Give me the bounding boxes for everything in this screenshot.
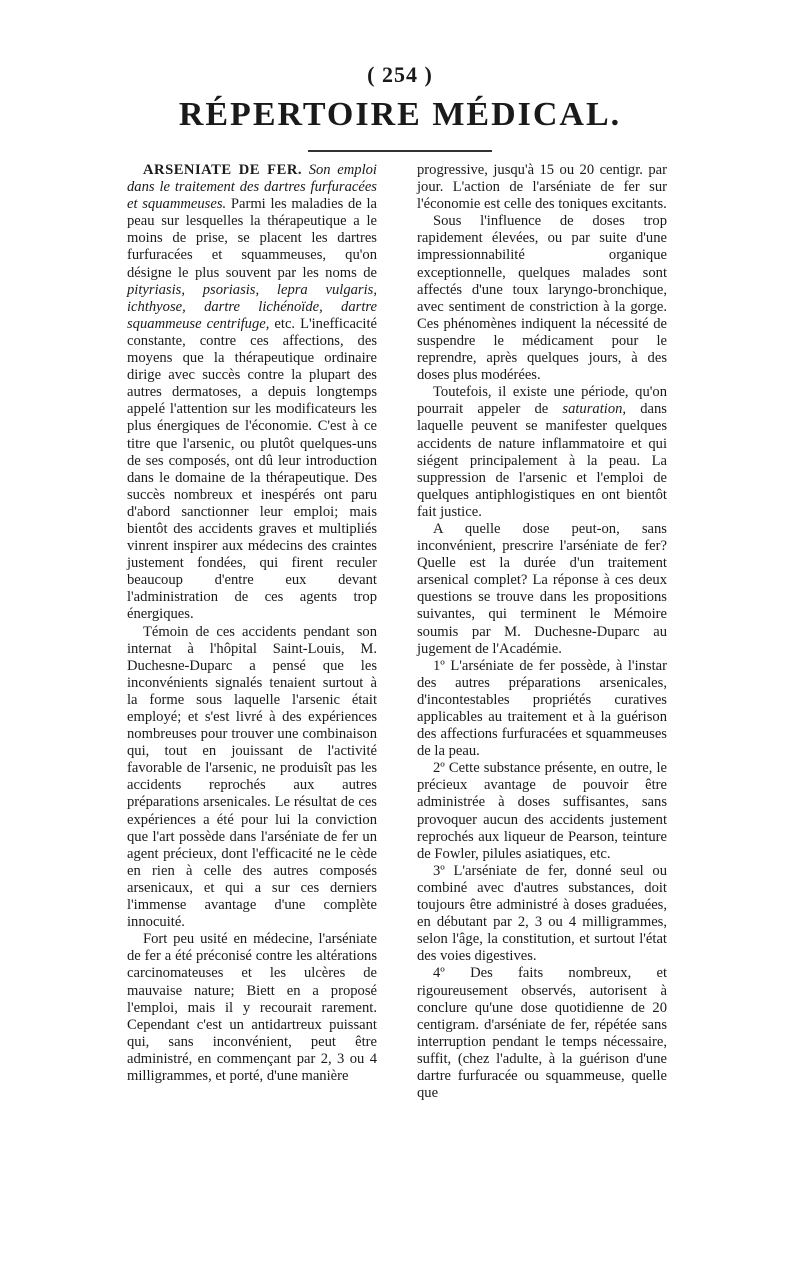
paragraph-text: Parmi les maladies de la peau sur lesquelles la thérapeutique a le moins de prise, se placent les dartres furfuracées et squammeuses, qu'on désigne le plus souvent par les noms de: [127, 196, 377, 281]
disease-names: pityriasis, psoriasis, lepra vulgaris, ichthyose, dartre lichénoïde, dartre squammeuse centrifuge,: [127, 281, 377, 332]
paragraph: Sous l'influence de doses trop rapidement élevées, ou par suite d'une impressionnabilité organique exceptionnelle, quelques malades sont affectés d'une toux laryngo-bronchique, avec sentiment de constriction à la gorge. Ces phénomènes indiquent la nécessité de suspendre le médicament pour le reprendre, après quelques jours, à des doses plus modérées.: [417, 213, 667, 384]
title-rule: [308, 150, 492, 152]
paragraph-text: Toutefois, il existe une période, qu'on pourrait appeler de: [417, 384, 667, 418]
paragraph: 1º L'arséniate de fer possède, à l'instar des autres préparations arsenicales, d'incontestables propriétés curatives applicables au traitement et à la guérison des affections furfuracées et squammeuses de la peau.: [417, 657, 667, 760]
paragraph-text: etc. L'inefficacité constante, contre ces affections, des moyens que la thérapeutique ordinaire dirige avec succès contre la plupart des autres dermatoses, a depuis longtemps appelé l'attention sur les modificateurs les plus énergiques de l'économie. C'est à ce titre que l'arsenic, ou plutôt quelques-uns de ses composés, ont dû leur introduction dans le domaine de la thérapeutique. Des succès nombreux et inespérés ont paru d'abord sanctionner leur emploi; mais bientôt des accidents graves et multipliés vinrent inspirer aux médecins des craintes justement fondées, qui firent reculer beaucoup d'entre eux devant l'administration de ces agents trop énergiques.: [127, 315, 377, 623]
right-column: [417, 162, 667, 1102]
paragraph-text: dans laquelle peuvent se manifester quelques accidents de nature inflammatoire et qui siégent principalement à la peau. La suppression de l'arsenic et l'emploi de quelques antiphlogistiques en ont bientôt fait justice.: [417, 401, 667, 520]
article-subtitle: Son emploi dans le traitement des dartres furfuracées et squammeuses.: [127, 162, 377, 213]
paragraph: 3º L'arséniate de fer, donné seul ou combiné avec d'autres substances, doit toujours être administré à doses graduées, en débutant par 2, 3 ou 4 milligrammes, selon l'âge, la constitution, et surtout l'état des voies digestives.: [417, 862, 667, 965]
paragraph: Témoin de ces accidents pendant son internat à l'hôpital Saint-Louis, M. Duchesne-Duparc a pensé que les inconvénients signalés tenaient surtout à la forme sous laquelle l'arsenic était employé; et s'est livré à des expériences nombreuses pour trouver une combinaison qui, tout en jouissant de l'activité favorable de l'arsenic, ne produisît pas les accidents reprochés aux autres préparations arsenicales. Le résultat de ces expériences a été pour lui la conviction que l'art possède dans l'arséniate de fer un agent précieux, dont l'efficacité ne le cède en rien à celle des autres composés arsenicaux, et qui a sur ces derniers l'immense avantage d'une complète innocuité.: [127, 623, 377, 931]
paragraph: A quelle dose peut-on, sans inconvénient, prescrire l'arséniate de fer? Quelle est la durée d'un traitement arsenical complet? La réponse à ces deux questions se trouve dans les propositions suivantes, qui terminent le Mémoire soumis par M. Duchesne-Duparc au jugement de l'Académie.: [417, 520, 667, 657]
paragraph: 2º Cette substance présente, en outre, le précieux avantage de pouvoir être administrée à doses suffisantes, sans provoquer aucun des accidents justement reprochés aux liqueur de Pearson, teinture de Fowler, pilules asiatiques, etc.: [417, 760, 667, 862]
italic-term: saturation,: [562, 401, 627, 418]
paragraph: Fort peu usité en médecine, l'arséniate de fer a été préconisé contre les altérations carcinomateuses et les ulcères de mauvaise nature; Biett en a proposé l'emploi, mais il y recourait rarement. Cependant c'est un antidartreux puissant qui, sans inconvénient, peut être administré, en commençant par 2, 3 ou 4 milligrammes, et porté, d'une manière: [127, 931, 377, 1084]
paragraph: 4º Des faits nombreux, et rigoureusement observés, autorisent à conclure qu'une dose quotidienne de 20 centigram. d'arséniate de fer, répétée sans interruption pendant le temps nécessaire, suffit, (chez l'adulte, à la guérison d'une dartre furfuracée ou squammeuse, quelle que: [417, 965, 667, 1102]
left-column: [127, 162, 377, 1085]
paragraph: [417, 384, 667, 521]
article-heading: ARSENIATE DE FER.: [143, 162, 303, 178]
page-title: RÉPERTOIRE MÉDICAL.: [178, 96, 622, 133]
paragraph: [127, 162, 377, 624]
paragraph: progressive, jusqu'à 15 ou 20 centigr. par jour. L'action de l'arséniate de fer sur l'économie est celle des toniques excitants.: [417, 162, 667, 213]
page-number: ( 254 ): [367, 62, 433, 87]
